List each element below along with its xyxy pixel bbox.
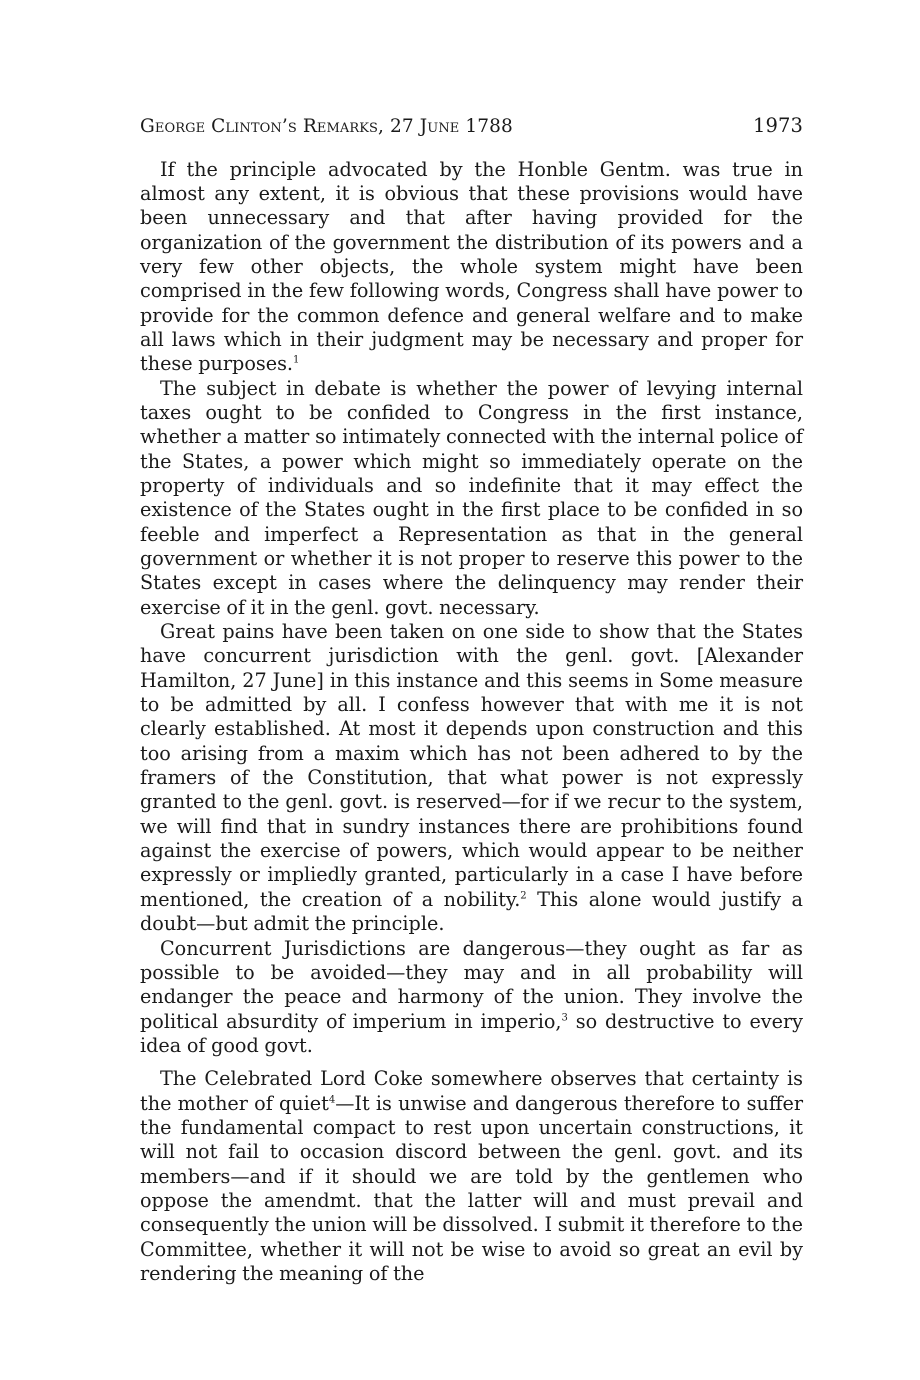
paragraph-tail: —It is unwise and dangerous therefore to suffer the fundamental compact to rest upon uncertain constructions, it will not fail to occasion discord between the genl. govt. and its members—and if it should we are told by the gentlemen who oppose the amendmt. that the latter will and must prevail and consequently the union will be dissolved. I submit it therefore to the Committee, whether it will not be wise to avoid so great an evil by rendering the meaning of the xyxy=(140,1091,803,1285)
paragraph-text: If the principle advocated by the Honble Gentm. was true in almost any extent, it is obvious that these provisions would have been unnecessary and that after having provided for the organization of the government the distribution of its powers and a very few other objects, the whole system might have been comprised in the few following words, Congress shall have power to provide for the common defence and general welfare and to make all laws which in their judgment may be necessary and proper for these purposes. xyxy=(140,157,803,376)
document-page xyxy=(140,116,803,1286)
running-head xyxy=(140,116,803,137)
page-number: 1973 xyxy=(752,114,803,137)
footnote-ref: 4 xyxy=(328,1094,336,1106)
paragraph-text: The Celebrated Lord Coke somewhere observes that certainty is the mother of quiet xyxy=(140,1067,803,1115)
paragraph xyxy=(140,158,803,377)
footnote-ref: 2 xyxy=(520,890,527,902)
paragraph-text: The subject in debate is whether the power of levying internal taxes ought to be confided to Congress in the first instance, whether a matter so intimately connected with the internal police of the States, a power which might so immediately operate on the property of individuals and so indefinite that it may effect the existence of the States ought in the first place to be confided in so feeble and imperfect a Representation as that in the general government or whether it is not proper to reserve this power to the States except in cases where the delinquency may render their exercise of it in the genl. govt. necessary. xyxy=(140,376,803,619)
paragraph xyxy=(140,620,803,936)
footnote-ref: 1 xyxy=(293,354,300,366)
paragraph-tail: This alone would justify a doubt—but admit the principle. xyxy=(140,887,803,936)
footnote-ref: 3 xyxy=(561,1012,568,1024)
running-head-title: George Clinton’s Remarks, 27 June 1788 xyxy=(140,116,513,137)
body-text xyxy=(140,158,803,1287)
paragraph-text: Great pains have been taken on one side to show that the States have concurrent jurisdiction with the genl. govt. [Alexander Hamilton, 27 June] in this instance and this seems in Some measure to be admitted by all. I confess however that with me it is not clearly established. At most it depends upon construction and this too arising from a maxim which has not been adhered to by the framers of the Constitution, that what power is not expressly granted to the genl. govt. is reserved—for if we recur to the system, we will find that in sundry instances there are prohibitions found against the exercise of powers, which would appear to be neither expressly or impliedly granted, particularly in a case I have before mentioned, the creation of a nobility. xyxy=(140,620,803,911)
paragraph xyxy=(140,937,803,1059)
paragraph xyxy=(140,377,803,620)
paragraph-tail: so destructive to every idea of good govt. xyxy=(140,1009,804,1057)
paragraph-text: Concurrent Jurisdictions are dangerous—they ought as far as possible to be avoided—they may and in all probability will endanger the peace and harmony of the union. They involve the political absurdity of imperium in imperio, xyxy=(140,936,803,1033)
paragraph xyxy=(140,1067,803,1286)
